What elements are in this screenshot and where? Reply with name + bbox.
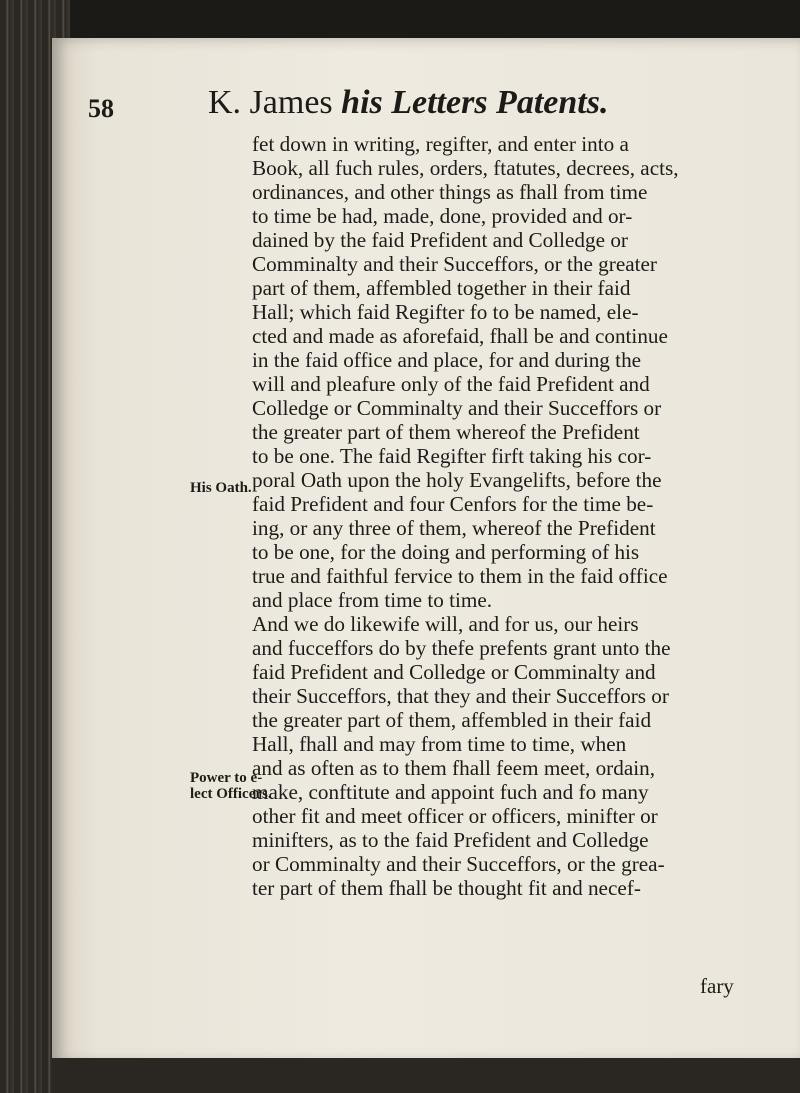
text-line: fet down in writing, regifter, and enter into a [252, 132, 629, 156]
text-line: will and pleafure only of the faid Prefident and [252, 372, 650, 396]
text-line: to time be had, made, done, provided and or- [252, 204, 633, 228]
text-line: and fucceffors do by thefe prefents grant unto the [252, 636, 671, 660]
text-line: to be one. The faid Regifter firft taking his cor- [252, 444, 652, 468]
text-line: make, conftitute and appoint fuch and fo many [252, 780, 649, 804]
body-text [252, 132, 792, 900]
text-line: faid Prefident and Colledge or Comminalty and [252, 660, 656, 684]
text-line: Book, all fuch rules, orders, ftatutes, decrees, acts, [252, 156, 679, 180]
catchword: fary [700, 974, 734, 998]
page-number: 58 [88, 94, 114, 123]
text-line: ordinances, and other things as fhall from time [252, 180, 648, 204]
text-line: ter part of them fhall be thought fit and necef- [252, 876, 641, 900]
running-head-initial: K. [208, 84, 242, 121]
text-line: and as often as to them fhall feem meet, ordain, [252, 756, 656, 780]
text-line: faid Prefident and four Cenfors for the time be- [252, 492, 654, 516]
running-head-name: James [249, 84, 333, 121]
side-note-power-to-elect [190, 770, 272, 802]
text-line: poral Oath upon the holy Evangelifts, before the [252, 468, 662, 492]
text-line: their Succeffors, that they and their Succeffors or [252, 684, 669, 708]
running-head [208, 84, 608, 122]
text-line: Comminalty and their Succeffors, or the greater [252, 252, 657, 276]
text-line: Hall; which faid Regifter fo to be named, ele- [252, 300, 639, 324]
side-note-oath: His Oath. [190, 480, 252, 496]
text-line: part of them, affembled together in their faid [252, 276, 631, 300]
text-line: dained by the faid Prefident and Colledge or [252, 228, 628, 252]
text-line: and place from time to time. [252, 588, 493, 612]
text-line: Hall, fhall and may from time to time, when [252, 732, 627, 756]
text-line: ing, or any three of them, whereof the Prefident [252, 516, 656, 540]
text-line: minifters, as to the faid Prefident and Colledge [252, 828, 649, 852]
text-line: Colledge or Comminalty and their Succeffors or [252, 396, 662, 420]
running-head-title: his Letters Patents. [341, 84, 609, 121]
side-note-power-line-2: lect Officers. [190, 786, 272, 802]
text-line: the greater part of them, affembled in their faid [252, 708, 652, 732]
text-line: other fit and meet officer or officers, minifter or [252, 804, 658, 828]
text-line: the greater part of them whereof the Prefident [252, 420, 640, 444]
text-line: And we do likewife will, and for us, our heirs [252, 612, 639, 636]
side-note-power-line-1: Power to e- [190, 770, 263, 786]
page-bottom-shadow [52, 1058, 800, 1093]
text-line: true and faithful fervice to them in the faid office [252, 564, 668, 588]
text-line: cted and made as aforefaid, fhall be and continue [252, 324, 668, 348]
text-line: to be one, for the doing and performing of his [252, 540, 640, 564]
text-line: or Comminalty and their Succeffors, or the grea- [252, 852, 665, 876]
text-line: in the faid office and place, for and during the [252, 348, 642, 372]
